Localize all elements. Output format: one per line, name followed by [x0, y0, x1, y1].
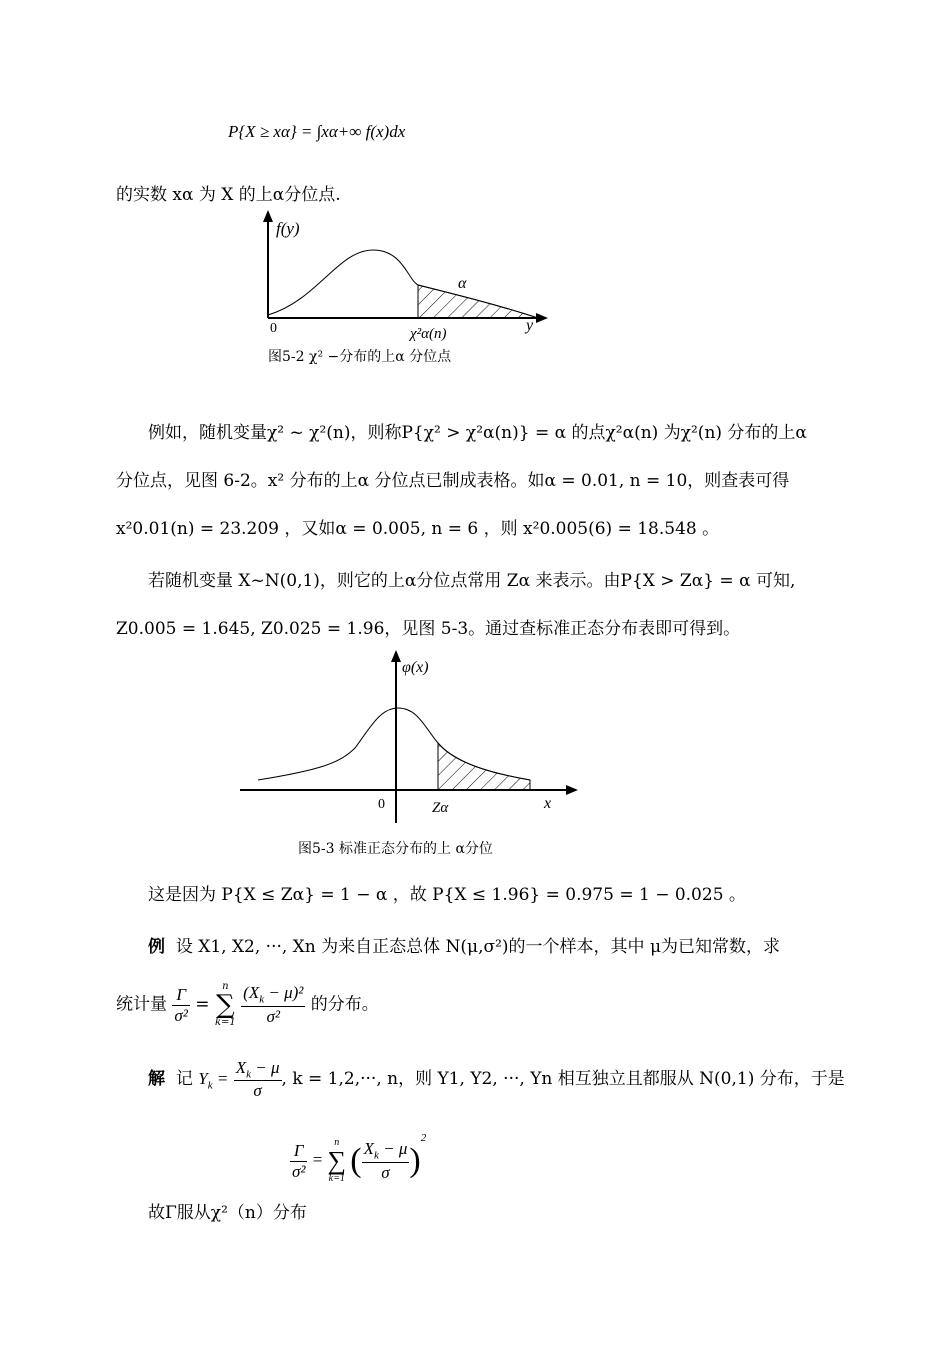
figure-5-3: [240, 648, 585, 828]
gamma-over-sigma2: $\frac{\Gamma}{\text{σ²}}$: [174, 984, 188, 1025]
fig52-point-label: χ²α(n): [410, 326, 447, 342]
para1-line1: 例如，随机变量χ² ~ χ²(n)，则称P{χ² > χ²α(n)} = α 的点χ²α(n) 为χ²(n) 分布的上α: [148, 423, 807, 443]
example-line2: 统计量 $\frac{\Gamma}{\text{σ²}}$ = n ∑ k=1 $\frac{(X_k - \mu)^2}{\text{σ²}}$ 的分布。: [116, 981, 379, 1028]
example-line1: 例 设 X1, X2, ···, Xn 为来自正态总体 N(μ,σ²)的一个样本，其中 μ为已知常数，求: [148, 937, 781, 957]
para1-line3: x²0.01(n) = 23.209 ，又如α = 0.005, n = 6 ，则 x²0.005(6) = 18.548 。: [116, 519, 720, 539]
fig53-point-label: Zα: [432, 800, 449, 816]
fig53-xlabel: x: [544, 795, 552, 812]
fig52-origin: 0: [270, 321, 277, 336]
display-formula: $\frac{\Gamma}{\text{σ²}}$ = n ∑ k=1 ( $\frac{X_k - \mu}{\sigma}$ )$^2$: [292, 1132, 427, 1185]
definition-line: 的实数 xα 为 X 的上α分位点.: [116, 185, 341, 205]
fig53-origin: 0: [378, 797, 385, 812]
squared-deviation-fraction: $\frac{(X_k - \mu)^2}{\text{σ²}}$: [243, 983, 304, 1026]
summation: n ∑ k=1: [214, 981, 236, 1028]
fig53-ylabel: φ(x): [402, 659, 429, 676]
fig52-xlabel: y: [526, 317, 534, 334]
y-axis-arrow: [391, 650, 401, 662]
fig53-caption: 图5-3 标准正态分布的上 α分位: [298, 841, 493, 857]
alpha-tail-hatch: [418, 285, 538, 318]
solution-tag: 解: [148, 1069, 165, 1090]
solution-line: 解 记 $Y_k$ = $\frac{X_k - \mu}{\sigma}$ , k = 1,2,···, n，则 Y1, Y2, ···, Yn 相互独立且都服从 N(0,1) 分布，于是: [148, 1058, 845, 1101]
para1-line2: 分位点，见图 6-2。x² 分布的上α 分位点已制成表格。如α = 0.01, n = 10，则查表可得: [116, 471, 790, 491]
alpha-tail-hatch: [438, 743, 530, 790]
conclusion-line: 故Γ服从χ²（n）分布: [148, 1203, 307, 1223]
fig52-caption: 图5-2 χ² −分布的上α 分位点: [268, 349, 452, 365]
because-line: 这是因为 P{X ≤ Zα} = 1 − α ，故 P{X ≤ 1.96} = 0.975 = 1 − 0.025 。: [148, 885, 746, 905]
formula-top: P{X ≥ xα} = ∫xα+∞ f(x)dx: [228, 122, 406, 141]
x-axis-arrow: [536, 313, 548, 323]
para2-line1: 若随机变量 X~N(0,1)，则它的上α分位点常用 Zα 来表示。由P{X > Zα} = α 可知,: [148, 571, 796, 591]
fig52-alpha-label: α: [458, 275, 467, 292]
x-axis-arrow: [566, 785, 578, 795]
para2-line2: Z0.005 = 1.645, Z0.025 = 1.96，见图 5-3。通过查标准正态分布表即可得到。: [116, 619, 741, 639]
example-tag: 例: [148, 937, 165, 957]
y-axis-arrow: [263, 210, 273, 222]
normal-density-curve: [258, 708, 530, 780]
fig52-ylabel: f(y): [276, 219, 300, 238]
standardized-fraction: $\frac{X_k - \mu}{\sigma}$: [235, 1058, 280, 1101]
